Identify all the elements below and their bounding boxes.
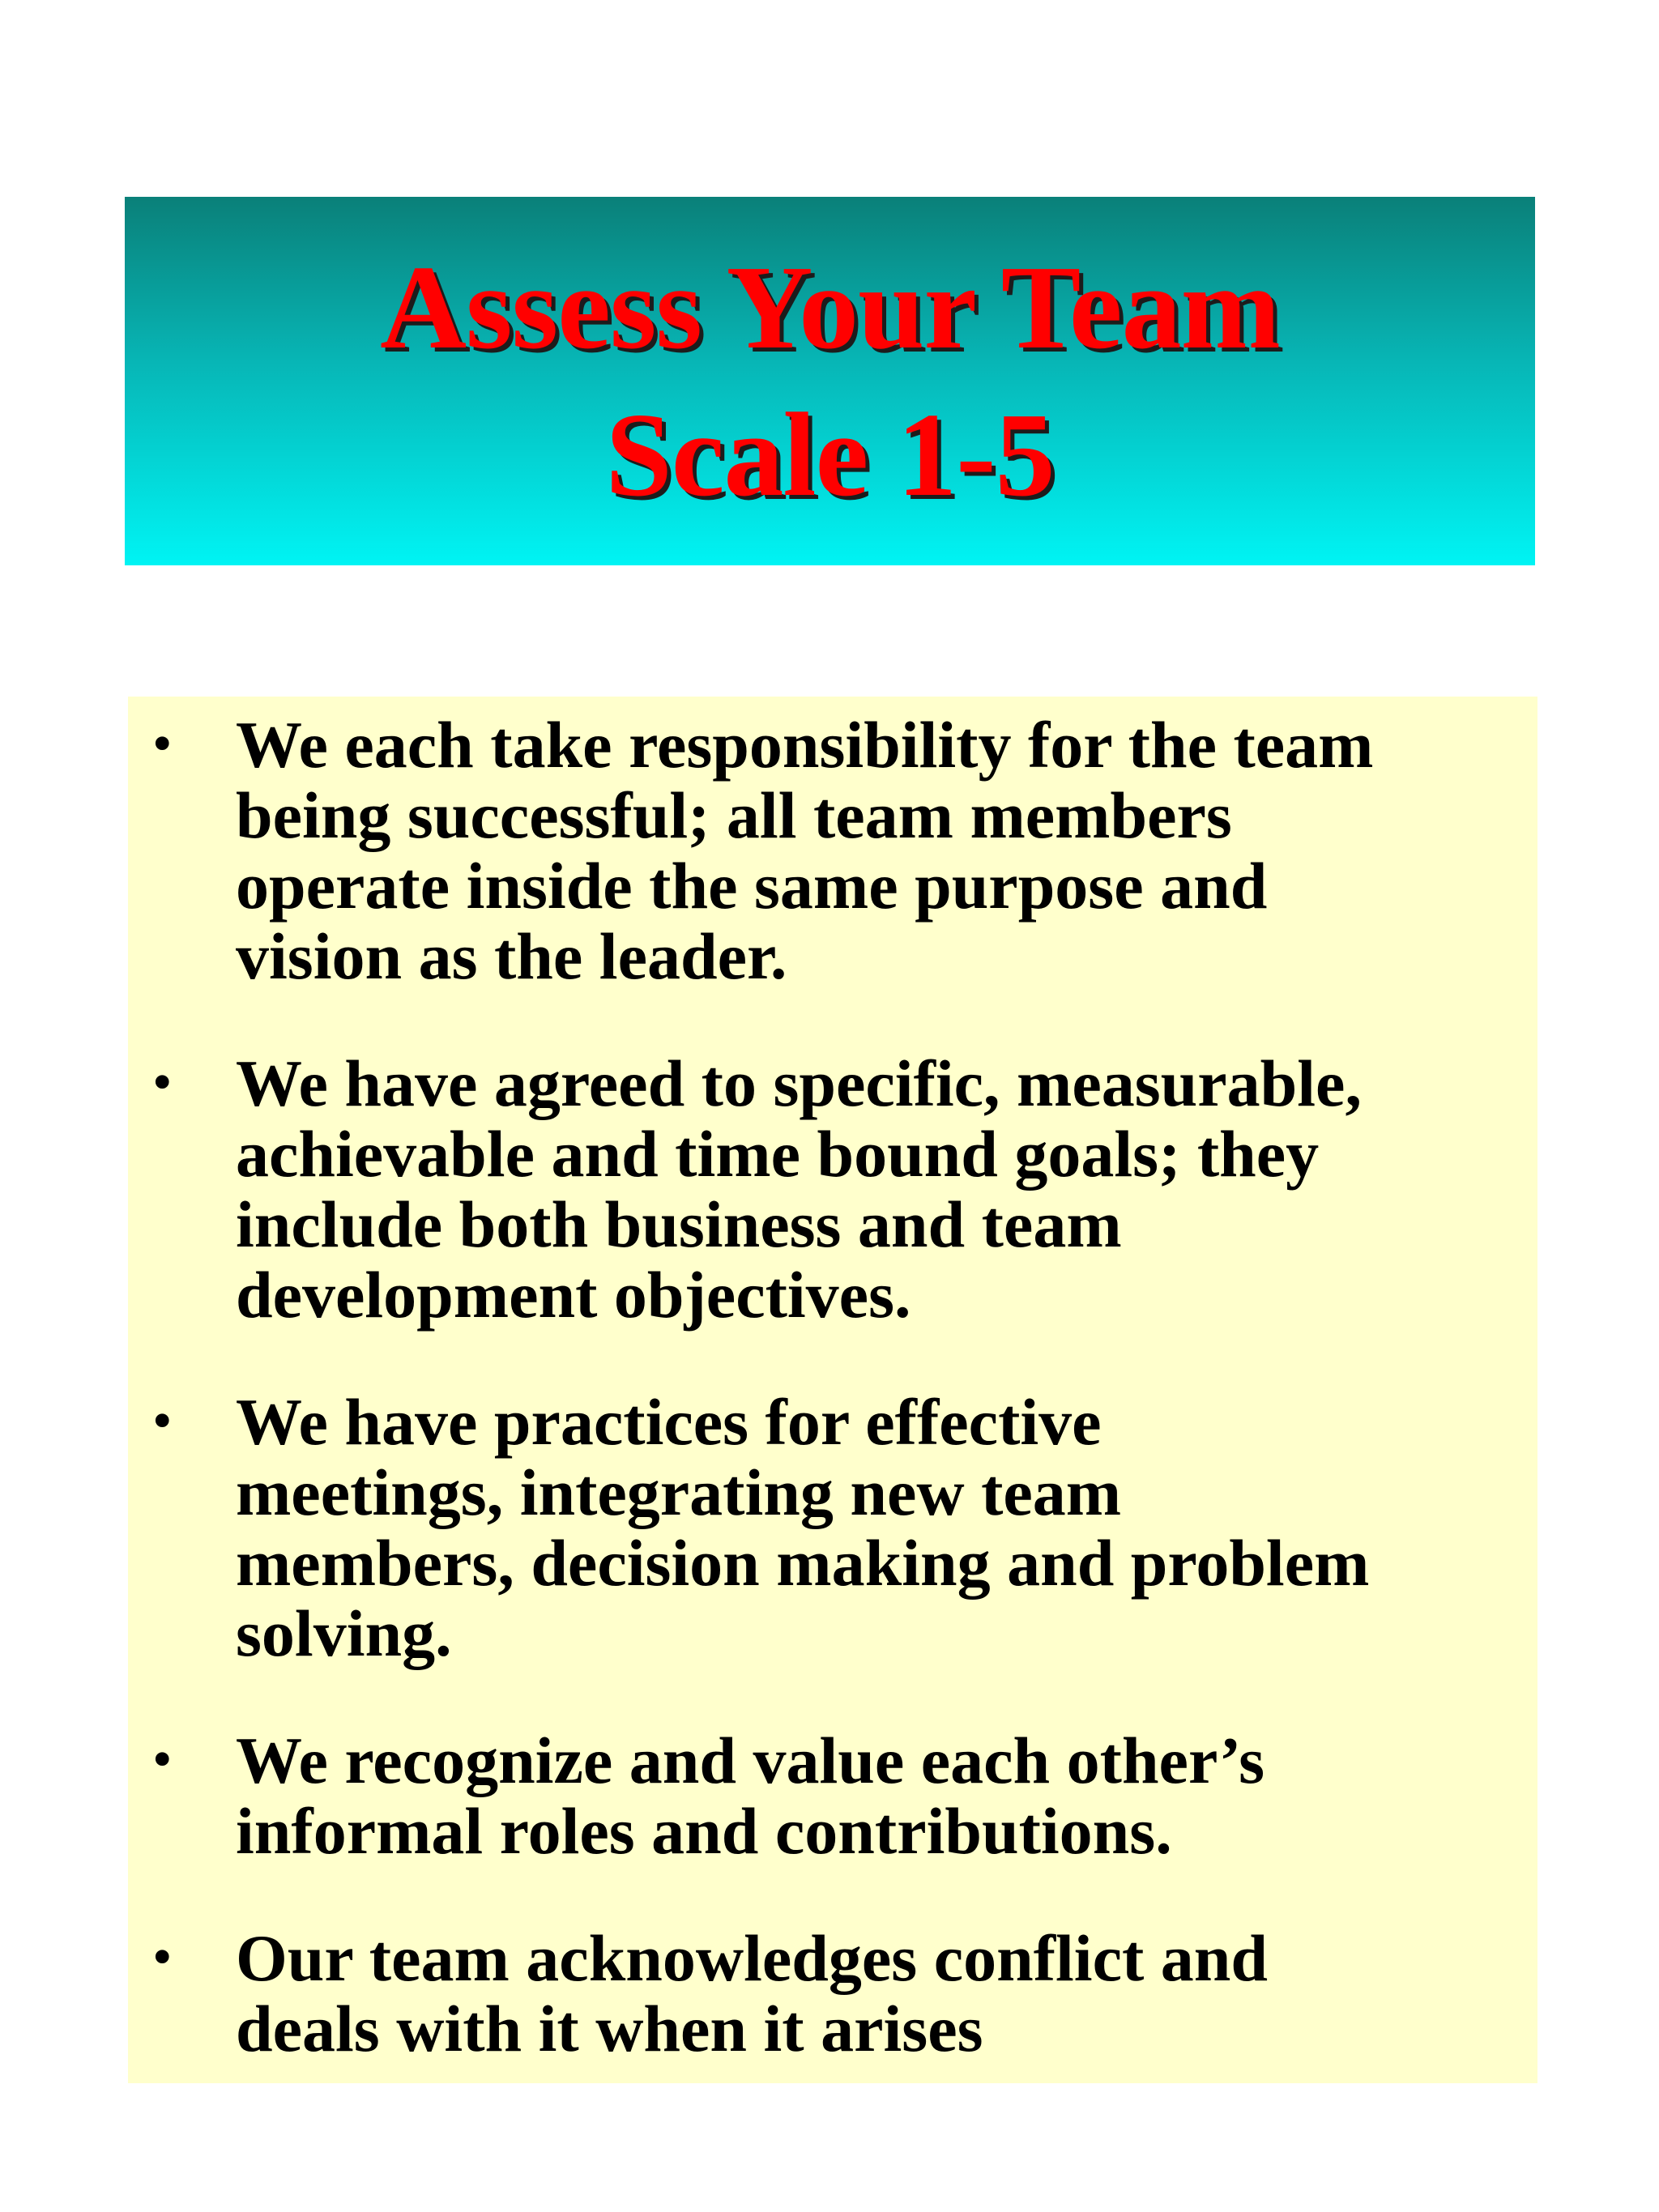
bullet-icon: •: [152, 1926, 173, 1988]
bullet-icon: •: [152, 1051, 173, 1114]
bullet-text-line: We have practices for effective: [236, 1385, 1102, 1459]
bullet-icon: •: [152, 1390, 173, 1452]
bullet-text-line: deals with it when it arises: [236, 1992, 983, 2065]
slide-title-line-2: Scale 1-5: [605, 388, 1055, 522]
bullet-text-line: achievable and time bound goals; they: [236, 1117, 1320, 1191]
bullet-text-line: vision as the leader.: [236, 919, 787, 993]
bullet-item-roles: [128, 1725, 1537, 1866]
bullet-item-responsibility: [128, 710, 1537, 991]
bullet-item-conflict: [128, 1923, 1537, 2064]
bullet-text-line: meetings, integrating new team: [236, 1455, 1122, 1529]
title-banner: [125, 197, 1535, 565]
bullet-text-line: members, decision making and problem: [236, 1526, 1370, 1600]
slide-title-line-1: Assess Your Team: [380, 241, 1280, 374]
bullet-text-line: informal roles and contributions.: [236, 1794, 1172, 1868]
bullet-text-line: being successful; all team members: [236, 778, 1232, 852]
bullet-text-line: We each take responsibility for the team: [236, 708, 1374, 782]
bullet-item-goals: [128, 1048, 1537, 1330]
bullet-text-line: operate inside the same purpose and: [236, 849, 1268, 923]
bullet-icon: •: [152, 1728, 173, 1791]
bullet-text-line: include both business and team: [236, 1187, 1122, 1261]
bullet-icon: •: [152, 713, 173, 775]
bullet-text-line: development objectives.: [236, 1258, 911, 1332]
bullet-text-line: We have agreed to specific, measurable,: [236, 1046, 1362, 1120]
bullet-text-line: We recognize and value each other’s: [236, 1724, 1265, 1797]
bullet-list: [128, 710, 1537, 2120]
bullet-text-line: solving.: [236, 1596, 452, 1670]
bullet-text-line: Our team acknowledges conflict and: [236, 1921, 1269, 1995]
content-panel: [128, 697, 1537, 2083]
bullet-item-practices: [128, 1387, 1537, 1669]
